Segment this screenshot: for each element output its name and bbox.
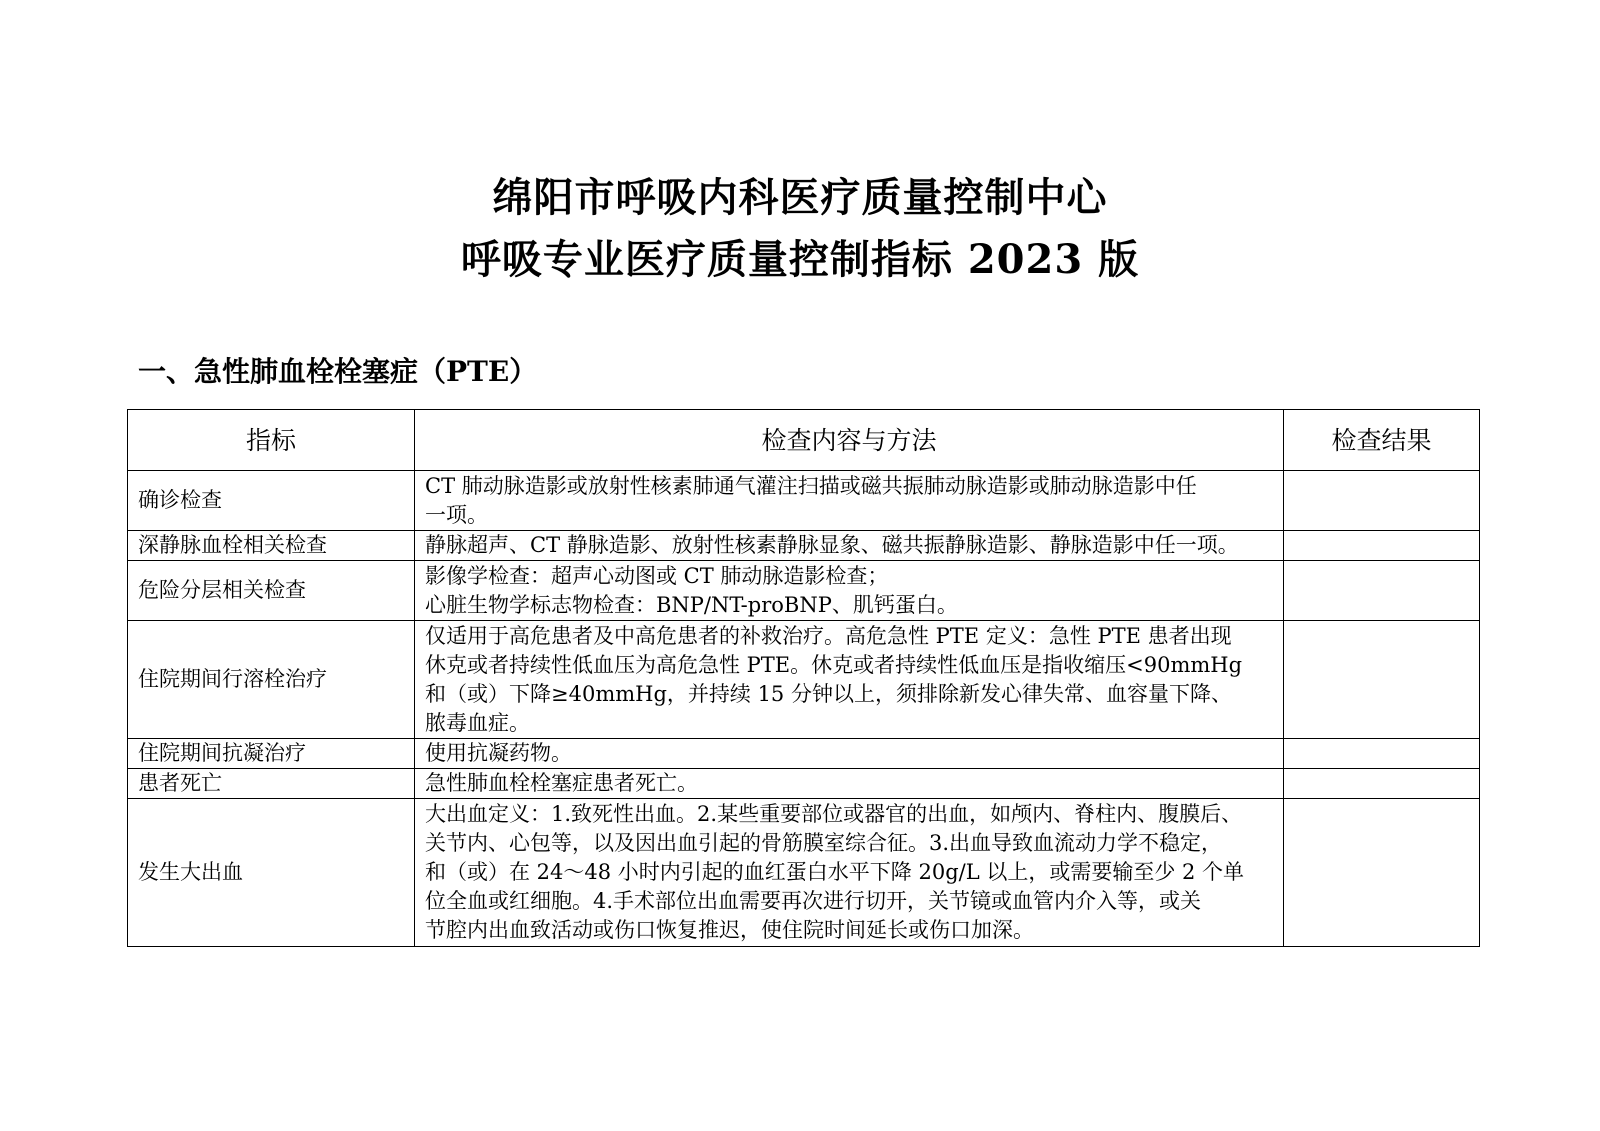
section-heading: 一、急性肺血栓栓塞症（PTE） (138, 355, 538, 388)
table-row (128, 769, 1480, 799)
document-title-line-2: 呼吸专业医疗质量控制指标 2023 版 (460, 236, 1140, 283)
content-method-cell (415, 621, 1284, 739)
indicator-cell: 危险分层相关检查 (128, 561, 415, 621)
table-row (128, 531, 1480, 561)
indicator-cell: 患者死亡 (128, 769, 415, 799)
content-line: 休克或者持续性低血压为高危急性 PTE。休克或者持续性低血压是指收缩压<90mmHg (425, 652, 1243, 677)
document-title-line-1: 绵阳市呼吸内科医疗质量控制中心 (492, 174, 1108, 221)
content-method-cell (415, 561, 1284, 621)
result-cell (1284, 471, 1480, 531)
table-row (128, 561, 1480, 621)
content-method-cell (415, 799, 1284, 947)
content-line: 关节内、心包等，以及因出血引起的骨筋膜室综合征。3.出血导致血流动力学不稳定， (425, 831, 1223, 855)
content-line: 和（或）下降≥40mmHg，并持续 15 分钟以上，须排除新发心律失常、血容量下降、 (425, 681, 1232, 706)
content-line: 使用抗凝药物。 (425, 741, 572, 765)
content-line: 位全血或红细胞。4.手术部位出血需要再次进行切开，关节镜或血管内介入等，或关 (425, 889, 1202, 913)
content-line: 仅适用于高危患者及中高危患者的补救治疗。高危急性 PTE 定义：急性 PTE 患者出现 (425, 623, 1232, 648)
content-line: 静脉超声、CT 静脉造影、放射性核素静脉显象、磁共振静脉造影、静脉造影中任一项。 (425, 533, 1239, 557)
result-cell (1284, 531, 1480, 561)
content-line: 影像学检查：超声心动图或 CT 肺动脉造影检查； (425, 563, 889, 588)
table-row (128, 799, 1480, 947)
content-line: 节腔内出血致活动或伤口恢复推迟，使住院时间延长或伤口加深。 (425, 918, 1034, 942)
table-row (128, 471, 1480, 531)
result-cell (1284, 769, 1480, 799)
content-line: 大出血定义：1.致死性出血。2.某些重要部位或器官的出血，如颅内、脊柱内、腹膜后、 (425, 802, 1243, 826)
table-header-row (128, 410, 1480, 471)
header-indicator: 指标 (128, 410, 415, 471)
indicator-cell: 住院期间行溶栓治疗 (128, 621, 415, 739)
result-cell (1284, 799, 1480, 947)
content-line: 和（或）在 24～48 小时内引起的血红蛋白水平下降 20g/L 以上，或需要输至少 2 个单 (425, 860, 1245, 884)
result-cell (1284, 739, 1480, 769)
indicator-cell: 住院期间抗凝治疗 (128, 739, 415, 769)
indicator-cell: 确诊检查 (128, 471, 415, 531)
result-cell (1284, 621, 1480, 739)
content-line: 脓毒血症。 (425, 710, 530, 735)
content-method-cell (415, 769, 1284, 799)
table-row (128, 739, 1480, 769)
content-line: CT 肺动脉造影或放射性核素肺通气灌注扫描或磁共振肺动脉造影或肺动脉造影中任 (425, 473, 1197, 498)
table-row (128, 621, 1480, 739)
indicator-cell: 深静脉血栓相关检查 (128, 531, 415, 561)
content-method-cell (415, 531, 1284, 561)
header-content-method: 检查内容与方法 (415, 410, 1284, 471)
indicator-table (127, 409, 1480, 947)
content-line: 心脏生物学标志物检查：BNP/NT-proBNP、肌钙蛋白。 (425, 592, 958, 617)
content-line: 急性肺血栓栓塞症患者死亡。 (425, 771, 698, 795)
result-cell (1284, 561, 1480, 621)
indicator-cell: 发生大出血 (128, 799, 415, 947)
content-method-cell (415, 739, 1284, 769)
content-line: 一项。 (425, 502, 488, 527)
header-result: 检查结果 (1284, 410, 1480, 471)
content-method-cell (415, 471, 1284, 531)
